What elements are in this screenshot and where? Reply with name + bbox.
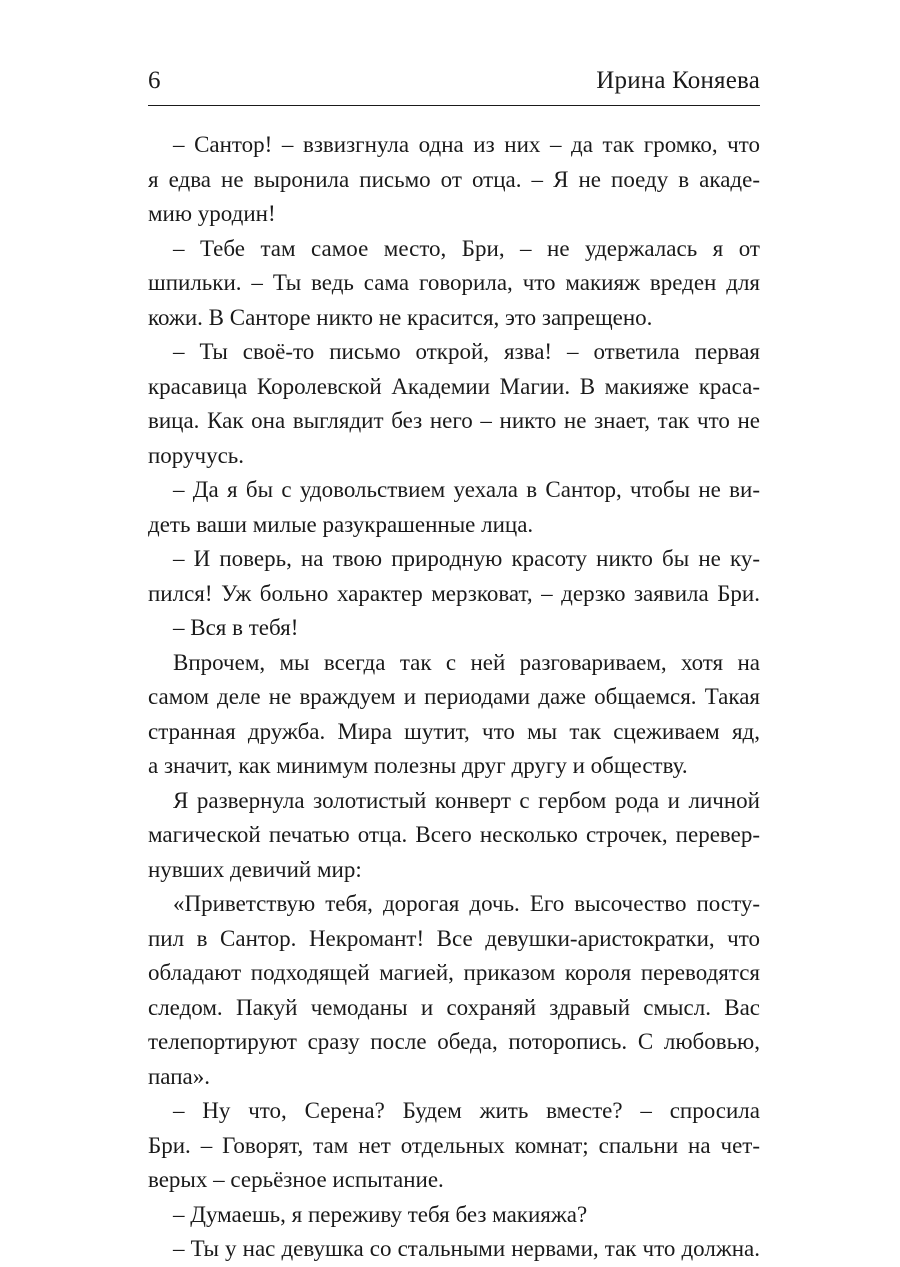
text-line: «Приветствую тебя, дорогая дочь. Его высочество посту- <box>173 891 760 916</box>
text-line: верых – серьёзное испытание. <box>148 1167 444 1192</box>
body-text <box>148 128 760 1267</box>
text-line: – Сантор! – взвизгнула одна из них – да так громко, что <box>173 132 760 157</box>
text-line: обладают подходящей магией, приказом короля переводятся <box>148 960 760 985</box>
text-line: – Думаешь, я переживу тебя без макияжа? <box>173 1201 588 1227</box>
text-line: Бри. – Говорят, там нет отдельных комнат; спальни на чет- <box>148 1132 760 1158</box>
text-line: – Вся в тебя! <box>173 615 299 640</box>
header-rule <box>148 105 760 106</box>
author-name: Ирина Коняева <box>596 67 760 94</box>
text-line: следом. Пакуй чемоданы и сохраняй здравый смысл. Вас <box>148 994 760 1020</box>
text-line: – И поверь, на твою природную красоту никто бы не ку- <box>173 546 760 571</box>
text-line: деть ваши милые разукрашенные лица. <box>148 511 534 537</box>
text-line: Я развернула золотистый конверт с гербом рода и личной <box>173 787 760 813</box>
text-line: Впрочем, мы всегда так с ней разговариваем, хотя на <box>173 649 760 675</box>
page-number: 6 <box>148 67 161 94</box>
text-line: – Ну что, Серена? Будем жить вместе? – спросила <box>173 1098 760 1123</box>
text-line: пил в Сантор. Некромант! Все девушки-аристократки, что <box>148 925 760 951</box>
text-line: папа». <box>148 1063 210 1089</box>
text-line: – Ты своё-то письмо открой, язва! – ответила первая <box>173 339 760 364</box>
text-line: нувших девичий мир: <box>148 856 362 882</box>
text-line: я едва не выронила письмо от отца. – Я не поеду в акаде- <box>148 166 760 192</box>
text-line: поручусь. <box>148 442 245 468</box>
text-line: странная дружба. Мира шутит, что мы так сцеживаем яд, <box>148 718 760 744</box>
text-line: самом деле не враждуем и периодами даже общаемся. Такая <box>148 684 760 709</box>
running-head <box>148 62 760 102</box>
text-line: шпильки. – Ты ведь сама говорила, что макияж вреден для <box>148 270 760 295</box>
text-line: магической печатью отца. Всего несколько строчек, перевер- <box>148 822 760 847</box>
text-line: красавица Королевской Академии Магии. В макияже краса- <box>148 373 760 399</box>
text-line: кожи. В Санторе никто не красится, это запрещено. <box>148 304 653 330</box>
text-line: а значит, как минимум полезны друг другу и обществу. <box>148 753 688 778</box>
text-line: мию уродин! <box>148 201 276 226</box>
text-line: телепортируют сразу после обеда, поторопись. С любовью, <box>148 1029 760 1054</box>
text-line: – Тебе там самое место, Бри, – не удержалась я от <box>173 235 760 261</box>
text-line: пился! Уж больно характер мерзковат, – дерзко заявила Бри. <box>148 580 760 606</box>
text-line: – Ты у нас девушка со стальными нервами, так что должна. <box>173 1236 760 1261</box>
text-line: – Да я бы с удовольствием уехала в Сантор, чтобы не ви- <box>173 477 760 502</box>
text-line: вица. Как она выглядит без него – никто не знает, так что не <box>148 408 760 433</box>
